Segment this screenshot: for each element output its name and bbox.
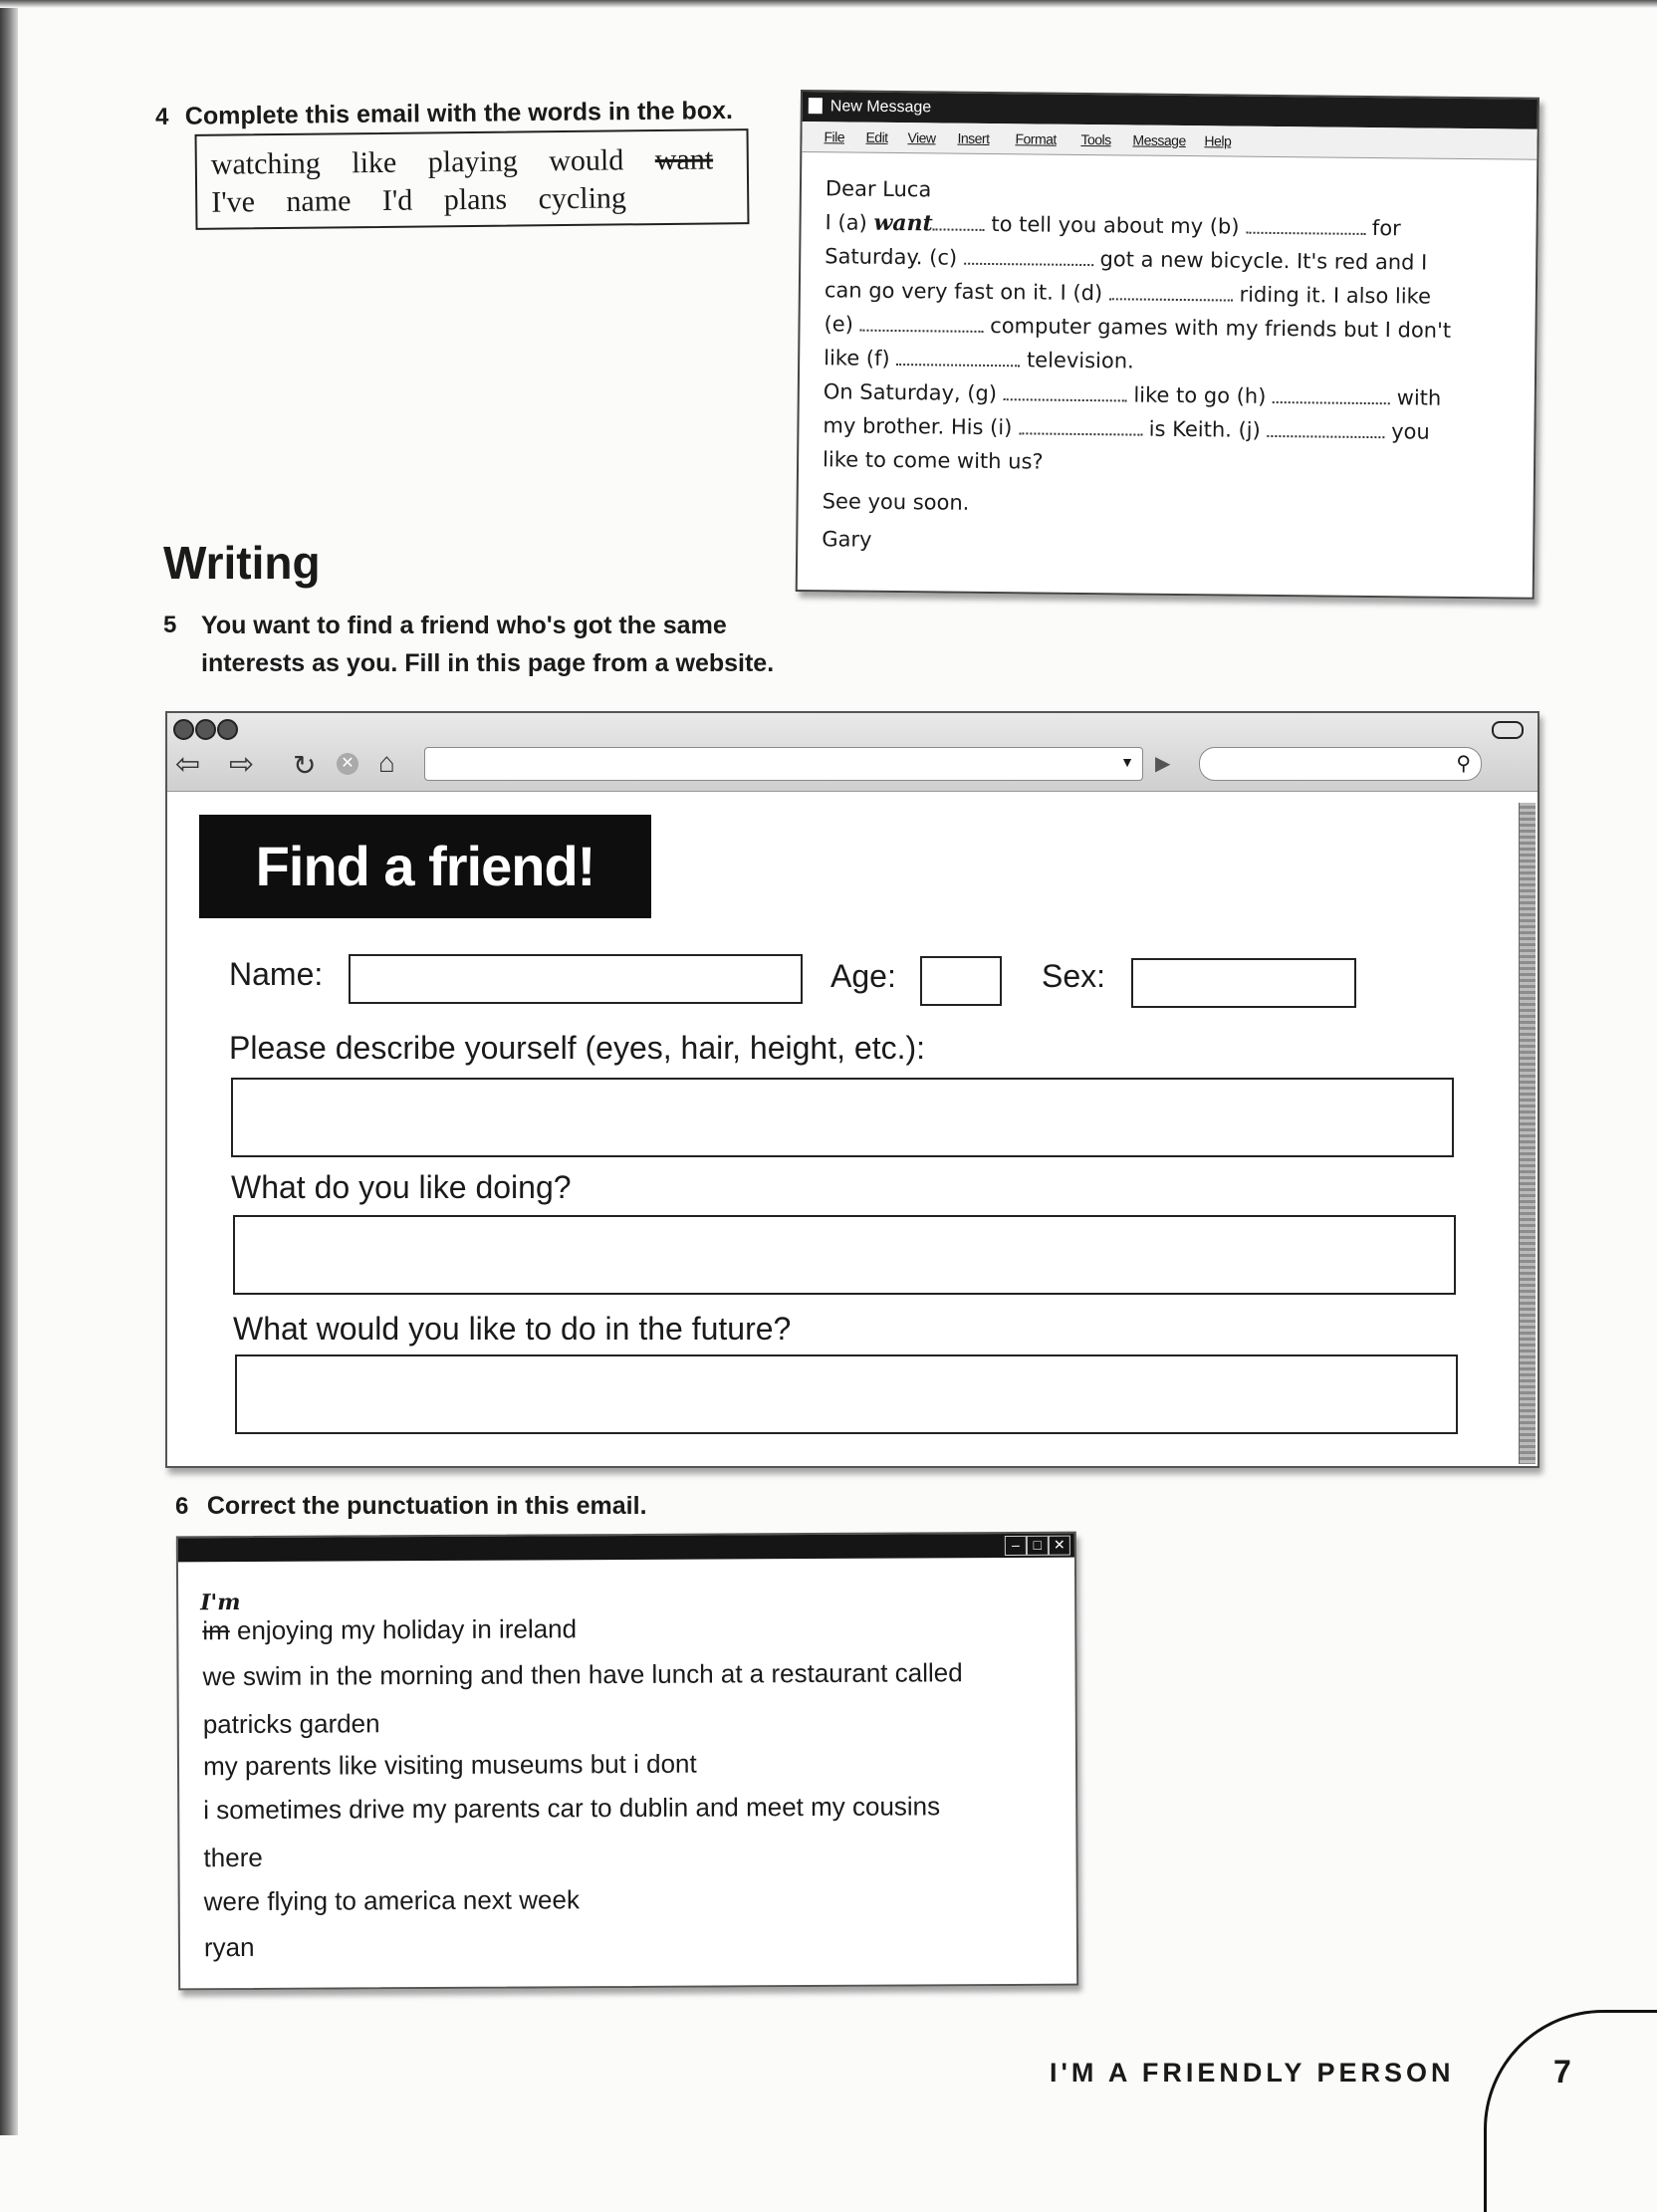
message-text: Saturday. (c) bbox=[825, 244, 958, 270]
describe-field[interactable] bbox=[231, 1078, 1454, 1157]
sex-field[interactable] bbox=[1131, 958, 1356, 1008]
message-text: television. bbox=[1026, 348, 1134, 373]
gap-dots bbox=[1273, 397, 1390, 404]
gap-label-a: I (a) bbox=[825, 210, 867, 235]
email-line: patricks garden bbox=[202, 1708, 380, 1740]
email-line: were flying to america next week bbox=[203, 1884, 580, 1917]
menu-view[interactable]: View bbox=[907, 129, 936, 146]
gap-dots bbox=[1267, 431, 1384, 438]
menu-message[interactable]: Message bbox=[1132, 131, 1186, 149]
new-message-window bbox=[796, 90, 1539, 600]
page-edge-shadow bbox=[0, 0, 18, 2135]
email-text: enjoying my holiday in ireland bbox=[229, 1613, 578, 1646]
menu-help[interactable]: Help bbox=[1204, 132, 1232, 149]
gap-dots bbox=[1246, 228, 1365, 235]
go-arrow-icon[interactable]: ▶ bbox=[1155, 753, 1171, 775]
toolbar-toggle-button[interactable] bbox=[1492, 721, 1524, 739]
page-tab bbox=[1484, 2010, 1657, 2212]
word: like bbox=[352, 145, 397, 180]
message-greeting: Dear Luca bbox=[825, 176, 932, 202]
gap-dots bbox=[1019, 428, 1142, 435]
gap-dots bbox=[859, 326, 983, 333]
message-text: with bbox=[1396, 385, 1442, 410]
exercise-6-heading bbox=[175, 1492, 647, 1521]
menu-insert[interactable]: Insert bbox=[957, 129, 990, 146]
exercise-instruction: interests as you. Fill in this page from a website. bbox=[201, 649, 775, 677]
gap-dots bbox=[1004, 394, 1127, 401]
email-line bbox=[202, 1613, 577, 1646]
message-text: you bbox=[1391, 419, 1430, 444]
exercise-instruction: You want to find a friend who's got the same bbox=[201, 612, 727, 639]
url-dropdown-icon[interactable]: ▼ bbox=[1120, 754, 1134, 770]
window-zoom-button[interactable] bbox=[217, 719, 238, 740]
describe-label: Please describe yourself (eyes, hair, height, etc.): bbox=[229, 1030, 926, 1066]
gap-dots bbox=[964, 259, 1093, 266]
message-text: my brother. His (i) bbox=[823, 413, 1013, 440]
browser-window bbox=[165, 711, 1539, 1468]
message-text: computer games with my friends but I don't bbox=[990, 314, 1452, 343]
page-number: 7 bbox=[1553, 2054, 1571, 2089]
menu-format[interactable]: Format bbox=[1015, 130, 1057, 147]
page-top-shadow bbox=[0, 0, 1657, 8]
exercise-instruction: Complete this email with the words in the box. bbox=[184, 96, 734, 130]
close-icon[interactable]: ✕ bbox=[1049, 1536, 1070, 1556]
age-label: Age: bbox=[830, 958, 896, 994]
name-field[interactable] bbox=[349, 954, 803, 1004]
window-minimize-button[interactable] bbox=[195, 719, 216, 740]
word: cycling bbox=[538, 181, 627, 216]
browser-toolbar bbox=[167, 713, 1538, 792]
word: watching bbox=[210, 146, 321, 181]
message-text: got a new bicycle. It's red and I bbox=[1099, 247, 1428, 275]
word: playing bbox=[427, 144, 518, 179]
email-line: i sometimes drive my parents car to dublin and meet my cousins bbox=[203, 1791, 941, 1826]
message-text: is Keith. (j) bbox=[1148, 416, 1261, 442]
menu-file[interactable]: File bbox=[824, 128, 845, 145]
word: I'd bbox=[381, 183, 413, 217]
message-body bbox=[822, 171, 1517, 552]
message-text: (e) bbox=[824, 312, 853, 337]
message-text: like (f) bbox=[824, 346, 890, 370]
minimize-icon[interactable]: – bbox=[1005, 1536, 1027, 1556]
home-icon[interactable]: ⌂ bbox=[378, 747, 395, 778]
email-line: we swim in the morning and then have lunch at a restaurant called bbox=[202, 1657, 963, 1692]
message-app-icon bbox=[809, 98, 823, 114]
reload-icon[interactable]: ↻ bbox=[293, 750, 317, 781]
stop-icon[interactable]: ✕ bbox=[337, 753, 358, 775]
menu-tools[interactable]: Tools bbox=[1080, 130, 1111, 148]
back-arrow-icon[interactable]: ⇦ bbox=[175, 748, 201, 781]
message-line bbox=[824, 341, 1134, 377]
gap-dots bbox=[1109, 294, 1233, 301]
unit-title: I'M A FRIENDLY PERSON bbox=[1050, 2058, 1455, 2088]
message-title: New Message bbox=[829, 98, 932, 117]
email-line: ryan bbox=[203, 1931, 255, 1963]
like-doing-label: What do you like doing? bbox=[231, 1169, 572, 1205]
find-a-friend-banner: Find a friend! bbox=[199, 815, 651, 918]
exercise-instruction: Correct the punctuation in this email. bbox=[206, 1492, 647, 1520]
search-input[interactable] bbox=[1199, 747, 1482, 781]
sex-label: Sex: bbox=[1042, 958, 1106, 994]
future-label: What would you like to do in the future? bbox=[233, 1311, 792, 1347]
window-close-button[interactable] bbox=[173, 719, 194, 740]
word-box-row-1 bbox=[211, 142, 738, 182]
exercise-number: 6 bbox=[175, 1493, 189, 1520]
answer-a: want bbox=[873, 209, 933, 237]
forward-arrow-icon[interactable]: ⇨ bbox=[229, 748, 255, 781]
future-field[interactable] bbox=[235, 1354, 1458, 1434]
message-text: riding it. I also like bbox=[1239, 282, 1432, 309]
punctuation-email-window bbox=[176, 1532, 1078, 1991]
age-field[interactable] bbox=[920, 956, 1002, 1006]
exercise-number: 5 bbox=[163, 612, 177, 638]
gap-dots bbox=[896, 360, 1020, 367]
message-signature: Gary bbox=[822, 527, 872, 552]
word: I've bbox=[211, 185, 256, 219]
name-label: Name: bbox=[229, 956, 324, 992]
exercise-5-heading bbox=[163, 612, 176, 639]
message-closing: See you soon. bbox=[822, 489, 970, 515]
word-struck: want bbox=[654, 142, 714, 177]
message-text: to tell you about my (b) bbox=[991, 212, 1240, 239]
handwritten-correction: I'm bbox=[200, 1590, 241, 1616]
menu-edit[interactable]: Edit bbox=[865, 128, 888, 145]
gap-dots bbox=[933, 224, 985, 231]
word-box bbox=[195, 128, 750, 230]
message-line: like to come with us? bbox=[822, 447, 1044, 474]
search-icon[interactable]: ⚲ bbox=[1456, 753, 1471, 775]
word: name bbox=[286, 184, 352, 218]
scrollbar[interactable] bbox=[1519, 803, 1536, 1464]
email-line: there bbox=[203, 1842, 263, 1873]
address-bar[interactable] bbox=[424, 747, 1143, 781]
word: plans bbox=[443, 182, 508, 217]
message-text: like to go (h) bbox=[1133, 382, 1267, 408]
section-heading-writing: Writing bbox=[163, 537, 321, 589]
message-text: for bbox=[1371, 216, 1401, 241]
word-box-row-2 bbox=[211, 181, 650, 220]
exercise-number: 4 bbox=[154, 103, 169, 131]
message-text: On Saturday, (g) bbox=[823, 379, 998, 406]
email-titlebar bbox=[178, 1534, 1074, 1563]
email-line: my parents like visiting museums but i dont bbox=[202, 1748, 697, 1782]
message-menubar bbox=[802, 122, 1537, 160]
like-doing-field[interactable] bbox=[233, 1215, 1456, 1295]
exercise-4-heading bbox=[155, 97, 733, 131]
message-text: can go very fast on it. I (d) bbox=[824, 278, 1103, 306]
word: would bbox=[549, 143, 624, 178]
struck-word: im bbox=[202, 1615, 230, 1646]
maximize-icon[interactable]: □ bbox=[1027, 1536, 1049, 1556]
